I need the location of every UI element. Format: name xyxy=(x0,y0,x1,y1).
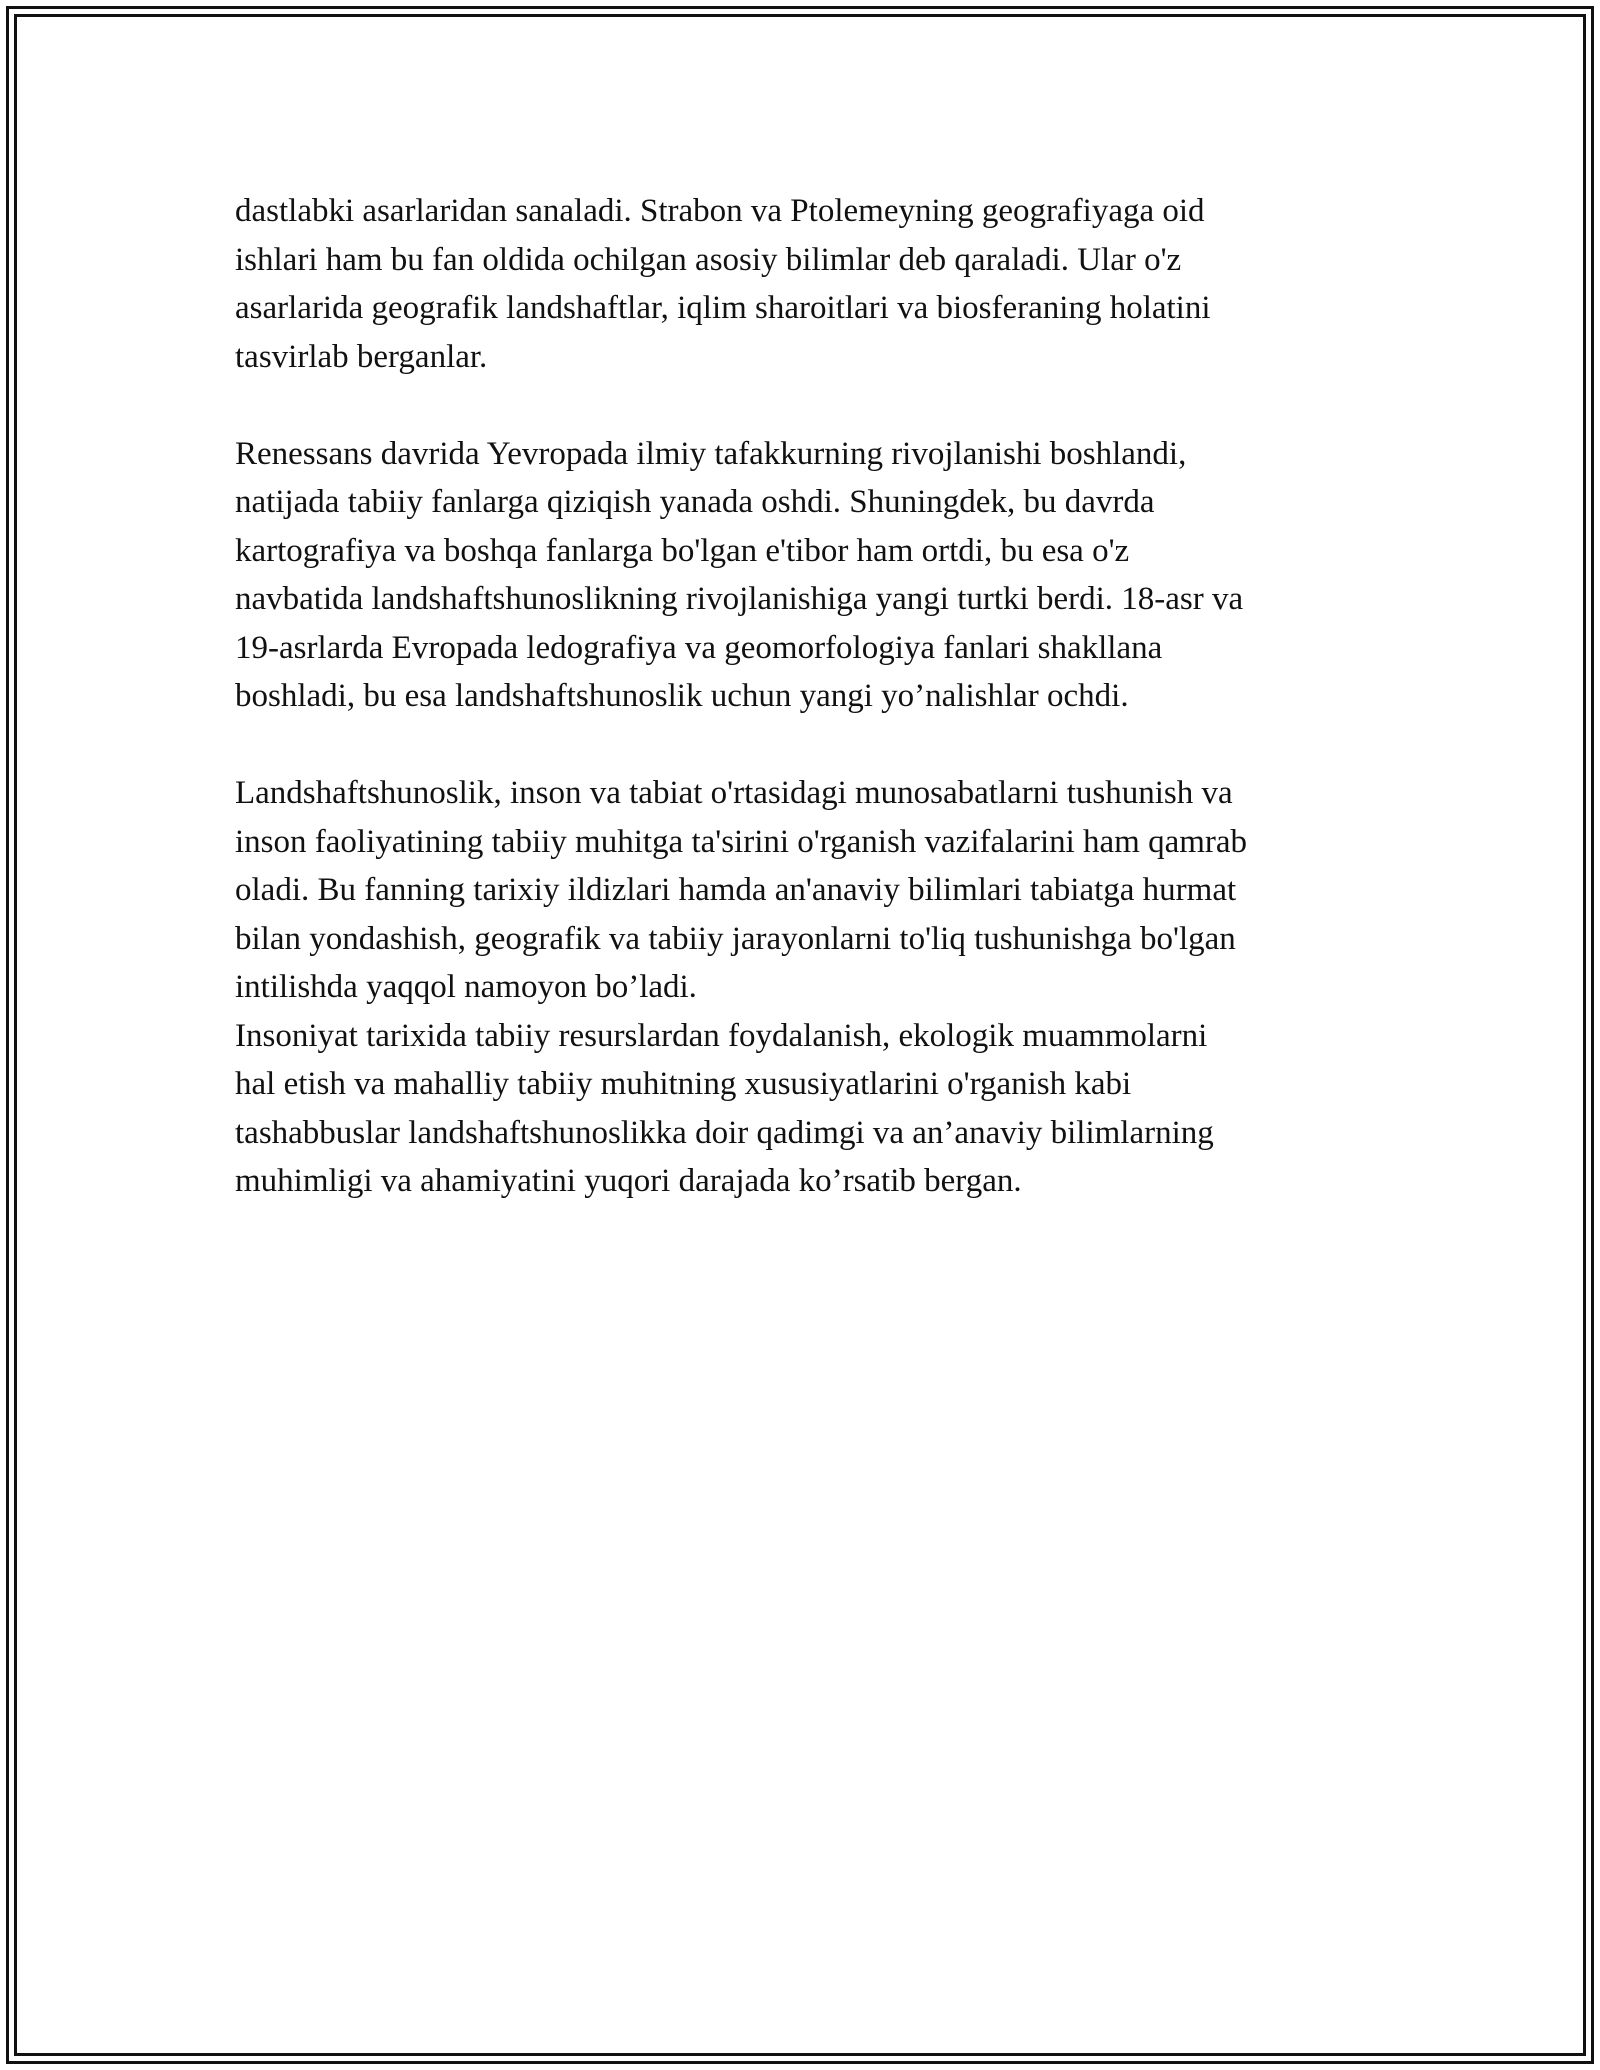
text-line: boshladi, bu esa landshaftshunoslik uchun yangi yo’nalishlar ochdi. xyxy=(235,678,1129,714)
paragraph-early-works xyxy=(235,187,1375,381)
text-line: inson faoliyatining tabiiy muhitga ta'sirini o'rganish vazifalarini ham qamrab xyxy=(235,823,1248,860)
text-line: asarlarida geografik landshaftlar, iqlim sharoitlari va biosferaning holatini xyxy=(235,290,1211,326)
paragraph-human-nature xyxy=(235,769,1375,1012)
paragraph-renaissance xyxy=(235,430,1375,721)
text-line: oladi. Bu fanning tarixiy ildizlari hamda an'anaviy bilimlari tabiatga hurmat xyxy=(235,872,1237,908)
text-line: kartografiya va boshqa fanlarga bo'lgan e'tibor ham ortdi, bu esa o'z xyxy=(235,532,1130,569)
text-line: bilan yondashish, geografik va tabiiy jarayonlarni to'liq tushunishga bo'lgan xyxy=(235,920,1236,957)
document-body xyxy=(235,187,1375,1206)
text-line: intilishda yaqqol namoyon bo’ladi. xyxy=(235,969,697,1005)
text-line: Insoniyat tarixida tabiiy resurslardan foydalanish, ekologik muammolarni xyxy=(235,1017,1208,1054)
text-line: navbatida landshaftshunoslikning rivojlanishiga yangi turtki berdi. 18-asr va xyxy=(235,581,1244,617)
text-line: ishlari ham bu fan oldida ochilgan asosiy bilimlar deb qaraladi. Ular o'z xyxy=(235,241,1182,278)
text-line: dastlabki asarlaridan sanaladi. Strabon va Ptolemeyning geografiyaga oid xyxy=(235,193,1205,229)
text-line: tashabbuslar landshaftshunoslikka doir qadimgi va an’anaviy bilimlarning xyxy=(235,1114,1214,1151)
text-line: Renessans davrida Yevropada ilmiy tafakkurning rivojlanishi boshlandi, xyxy=(235,435,1187,472)
text-line: hal etish va mahalliy tabiiy muhitning xususiyatlarini o'rganish kabi xyxy=(235,1066,1132,1102)
paragraph-spacer xyxy=(235,381,1375,430)
paragraph-resources xyxy=(235,1012,1375,1206)
paragraph-spacer xyxy=(235,721,1375,770)
text-line: tasvirlab berganlar. xyxy=(235,338,488,375)
text-line: muhimligi va ahamiyatini yuqori darajada ko’rsatib bergan. xyxy=(235,1163,1022,1199)
text-line: Landshaftshunoslik, inson va tabiat o'rtasidagi munosabatlarni tushunish va xyxy=(235,775,1233,811)
text-line: 19-asrlarda Evropada ledografiya va geomorfologiya fanlari shakllana xyxy=(235,629,1163,666)
text-line: natijada tabiiy fanlarga qiziqish yanada oshdi. Shuningdek, bu davrda xyxy=(235,484,1155,520)
